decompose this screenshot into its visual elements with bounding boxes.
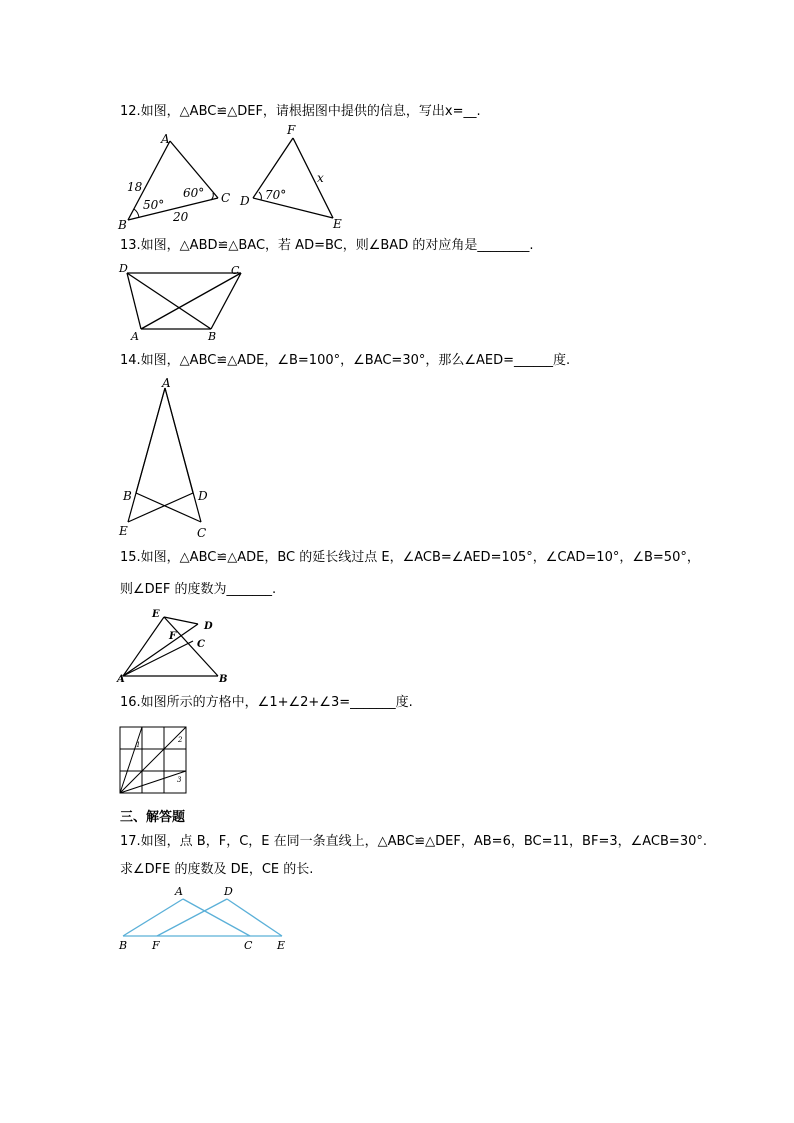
- question-17-text-line1: 17.如图，点 B，F，C，E 在同一条直线上，△ABC≌△DEF，AB=6，BC=11，BF=3，∠ACB=30°.: [120, 834, 707, 849]
- question-16-figure: [119, 726, 189, 794]
- question-12-figure: [115, 122, 350, 232]
- label-D: D: [119, 262, 128, 275]
- label-C: C: [231, 264, 240, 277]
- label-E: E: [333, 217, 342, 231]
- label-x: x: [317, 171, 324, 185]
- question-14-text: 14.如图，△ABC≌△ADE，∠B=100°，∠BAC=30°，那么∠AED=______度.: [120, 353, 571, 368]
- label-B: B: [119, 939, 128, 952]
- label-3: 3: [177, 776, 182, 784]
- label-D: D: [224, 885, 233, 898]
- question-12-text: 12.如图，△ABC≌△DEF，请根据图中提供的信息，写出x=__.: [120, 104, 481, 119]
- label-D: D: [198, 489, 208, 503]
- question-13-text: 13.如图，△ABD≌△BAC，若 AD=BC，则∠BAD 的对应角是________.: [120, 238, 534, 253]
- label-C: C: [197, 526, 207, 540]
- question-14-figure: [115, 374, 215, 544]
- label-E: E: [277, 939, 286, 952]
- label-A: A: [175, 885, 183, 898]
- label-F: F: [152, 939, 160, 952]
- segment-fe: [293, 138, 333, 218]
- value-angle-b: 50°: [143, 198, 165, 212]
- label-D: D: [240, 194, 250, 208]
- label-A: A: [161, 132, 170, 146]
- label-B: B: [219, 674, 228, 685]
- question-15-figure: [115, 604, 240, 684]
- label-B: B: [208, 330, 217, 343]
- label-E: E: [152, 609, 160, 620]
- value-bc: 20: [173, 210, 189, 224]
- question-17-text-line2: 求∠DFE 的度数及 DE，CE 的长.: [120, 862, 314, 877]
- label-1: 1: [136, 741, 141, 749]
- label-B: B: [118, 218, 127, 232]
- label-A: A: [162, 376, 171, 390]
- label-A: A: [131, 330, 139, 343]
- label-E: E: [119, 524, 128, 538]
- question-15-text-line2: 则∠DEF 的度数为_______.: [120, 582, 277, 597]
- question-15-text-line1: 15.如图，△ABC≌△ADE，BC 的延长线过点 E，∠ACB=∠AED=105°，∠CAD=10°，∠B=50°，: [120, 550, 700, 565]
- label-C: C: [244, 939, 253, 952]
- label-B: B: [123, 489, 132, 503]
- label-D: D: [204, 621, 213, 632]
- label-A: A: [117, 674, 125, 685]
- label-C: C: [221, 191, 231, 205]
- label-F: F: [169, 631, 177, 642]
- value-ab: 18: [127, 180, 143, 194]
- question-17-figure: [117, 883, 292, 953]
- section-title: 三、解答题: [120, 810, 186, 825]
- value-angle-c: 60°: [183, 186, 205, 200]
- label-F: F: [287, 123, 296, 137]
- question-13-figure: [115, 260, 255, 345]
- label-C: C: [197, 639, 205, 650]
- question-16-text: 16.如图所示的方格中，∠1+∠2+∠3=_______度.: [120, 695, 413, 710]
- label-2: 2: [178, 736, 183, 744]
- value-angle-d: 70°: [265, 188, 287, 202]
